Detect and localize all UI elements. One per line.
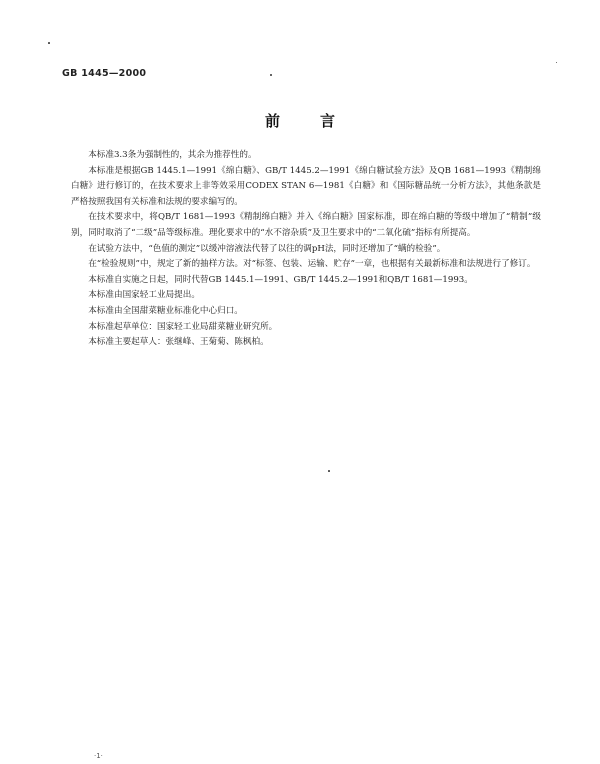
paragraph: 本标准由全国甜菜糖业标准化中心归口。	[88, 305, 243, 316]
paragraph: 本标准主要起草人：张继峰、王菊菊、陈枫柏。	[88, 337, 269, 348]
paragraph: 本标准是根据GB 1445.1—1991《绵白糖》、GB/T 1445.2—1991《绵白糖试验方法》及QB 1681—1993《精制绵白糖》进行修订的，在技术要求上非等效采用CODEX STAN 6—1981《白糖》和《国际糖品统一分析方法》，其他条款是严格按照我国有关标准和法规的要求编写的。	[71, 165, 541, 207]
page-title: 前言	[264, 112, 375, 130]
paragraph: 本标准起草单位：国家轻工业局甜菜糖业研究所。	[88, 321, 278, 332]
paragraph: 本标准自实施之日起，同时代替GB 1445.1—1991、GB/T 1445.2—1991和QB/T 1681—1993。	[88, 274, 473, 285]
paragraph: 在技术要求中，将QB/T 1681—1993《精制绵白糖》并入《绵白糖》国家标准，即在绵白糖的等级中增加了“精制”级别，同时取消了“二级”品等级标准。理化要求中的“水不溶杂质”及卫生要求中的“二氧化硫”指标有所提高。	[71, 212, 541, 238]
scan-speck	[270, 74, 272, 76]
paragraph: 本标准3.3条为强制性的，其余为推荐性的。	[88, 150, 257, 160]
foreword-body	[71, 148, 541, 351]
scan-speck	[556, 62, 557, 63]
paragraph: 在“检验规则”中，规定了新的抽样方法。对“标签、包装、运输、贮存”一章，也根据有关最新标准和法规进行了修订。	[88, 259, 536, 270]
paragraph: 在试验方法中，“色值的测定”以缓冲溶液法代替了以往的调pH法，同时还增加了“螨的检验”。	[88, 243, 446, 254]
scan-speck	[48, 42, 50, 44]
page-number: ·1·	[94, 752, 103, 760]
scan-speck	[328, 470, 330, 472]
standard-code: GB 1445—2000	[62, 68, 147, 79]
paragraph: 本标准由国家轻工业局提出。	[88, 290, 200, 301]
